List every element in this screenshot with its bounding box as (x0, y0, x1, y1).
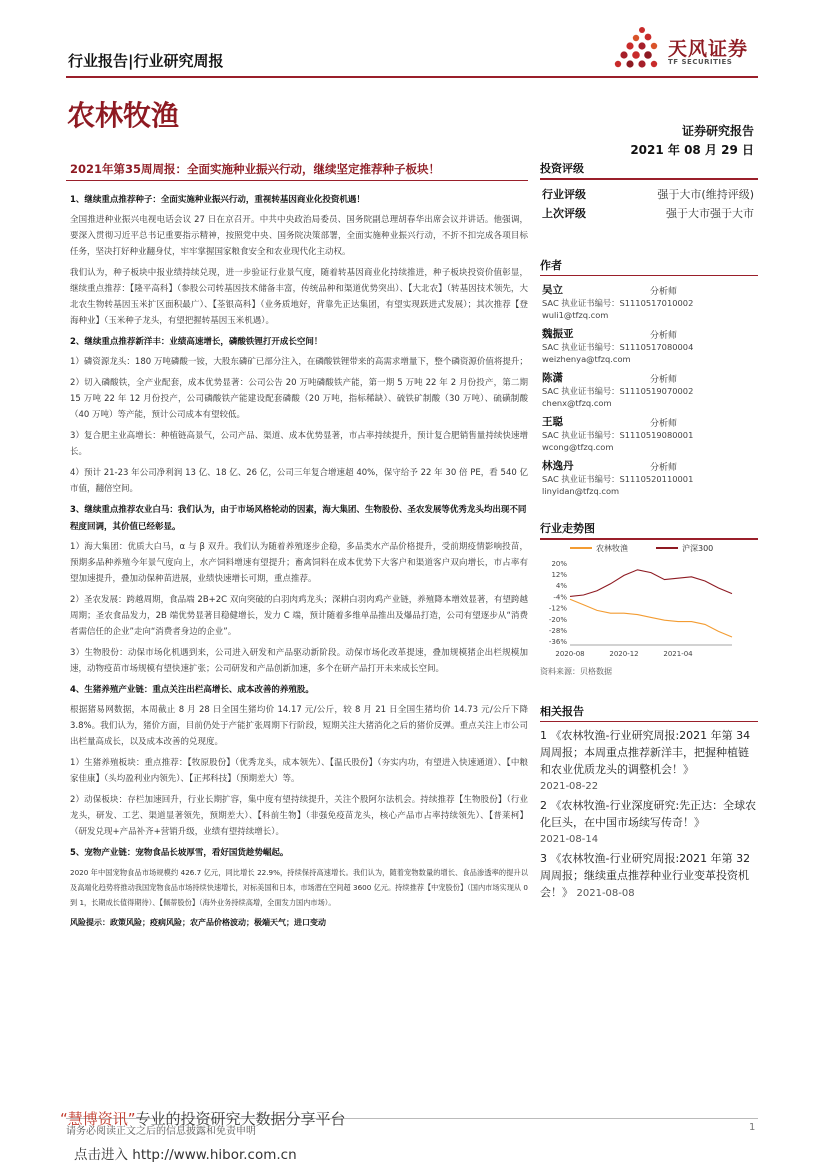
author-name: 吴立 (542, 284, 563, 296)
section-4-paragraph: 2）动保板块：存栏加速回升，行业长期扩容，集中度有望持续提升，关注个股阿尔法机会。持续推荐【生物股份】（行业龙头，研发、工艺、渠道显著领先，预期差大）、【科前生物】（非强免疫苗龙头，核心产品市占率持续领先）、【普莱柯】（研发兑现+产品补齐+营销升级，业绩有望持续增长）。 (70, 795, 528, 837)
report-label: 证券研究报告 (681, 124, 754, 138)
related-report-date: 2021-08-08 (576, 888, 635, 899)
author-email[interactable]: chenx@tfzq.com (542, 398, 612, 408)
author-name: 陈潇 (542, 372, 563, 384)
author-email[interactable]: weizhenya@tfzq.com (542, 354, 631, 364)
rating-value: 强于大市(维持评级) (657, 187, 754, 201)
section-3-heading: 3、继续重点推荐农业白马：我们认为，由于市场风格轮动的因素，海大集团、生物股份、圣农发展等优秀龙头均出现不同程度回调，其价值已经彰显。 (70, 505, 527, 532)
related-report[interactable] (540, 797, 758, 848)
author-email[interactable]: wcong@tfzq.com (542, 442, 614, 452)
author-card (540, 282, 758, 326)
section-3-paragraph: 2）圣农发展：跨越周期，食品端 2B+2C 双向突破的白羽肉鸡龙头；深耕白羽肉鸡产业链，养殖降本增效显著，有望跨越周期；圣农食品发力，2B 端优势显著目稳健增长，发力 C 端，预计随着多维单品推出及爆品打造，公司有望逐步从“消费者需信任的企业”走向“消费者身边的企业”。 (70, 595, 528, 637)
watermark-text: 专业的投资研究大数据分享平台 (135, 1110, 346, 1128)
author-license: SAC 执业证书编号：S1110519080001 (542, 430, 694, 440)
related-report-title[interactable]: 2 《农林牧渔-行业深度研究:先正达：全球农化巨头，在中国市场续写传奇！》 (540, 799, 757, 829)
watermark-link[interactable]: 点击进入 http://www.hibor.com.cn (74, 1147, 297, 1163)
section-5-paragraph: 2020 年中国宠物食品市场规模约 426.7 亿元，同比增长 22.9%，持续保持高速增长。我们认为，随着宠物数量的增长、食品渗透率的提升以及高端化趋势将推动我国宠物食品市场持续快速增长，对标美国和日本，市场潜在空间超 3600 亿元。持续推荐【中宠股份】（国内市场实现从 0 到 1，长期成长值得期待）、【佩蒂股份】（海外业务持续高增，全面发力国内市场）。 (70, 868, 529, 907)
y-tick-label: 12% (551, 570, 567, 579)
author-role: 分析师 (650, 419, 678, 429)
author-role: 分析师 (650, 287, 678, 297)
y-tick-label: -12% (548, 604, 567, 613)
y-tick-label: 20% (551, 559, 567, 568)
related-report-title[interactable]: 3 《农林牧渔-行业研究周报:2021 年第 32 周周报；继续重点推荐种业行业变革投资机会！》 (540, 852, 751, 899)
rating-label: 上次评级 (542, 206, 586, 220)
author-card (540, 370, 758, 414)
y-tick-label: -28% (548, 626, 567, 635)
legend-label: 沪深300 (682, 543, 714, 553)
sidebar (540, 160, 758, 904)
section-2-paragraph: 2）切入磷酸铁，全产业配套，成本优势显著：公司公告 20 万吨磷酸铁产能，第一期 5 万吨 22 年 2 月份投产，第二期 15 万吨 22 年 12 月份投产，公司磷酸铁产能建设配套磷酸（20 万吨，指标稀缺）、硫铁矿制酸（30 万吨）、硫磺制酸（40 万吨）等产能，预计公司成本有望较低。 (70, 378, 528, 420)
related-report-title[interactable]: 1 《农林牧渔-行业研究周报:2021 年第 34 周周报；本周重点推荐新洋丰，把握种植链和农业优质龙头的调整机会！》 (540, 729, 751, 776)
y-tick-label: -36% (548, 637, 567, 646)
author-name: 林逸丹 (542, 460, 574, 472)
series-line (570, 569, 732, 596)
x-tick-label: 2020-12 (609, 649, 639, 658)
author-email[interactable]: linyidan@tfzq.com (542, 486, 620, 496)
section-3-paragraph: 3）生物股份：动保市场化机遇到来，公司进入研发和产品驱动新阶段。动保市场化改革提速，叠加规模猪企出栏规模加速，动物疫苗市场规模有望快速扩张；公司研发和产品创新加速，多个在研产品打开未来成长空间。 (70, 648, 528, 674)
section-2-paragraph: 1）磷资源龙头：180 万吨磷酸一铵，大股东磷矿已部分注入，在磷酸铁锂带来的高需求增量下，整个磷资源价值将提升； (70, 357, 528, 367)
section-4-paragraph: 根据猪易网数据，本周截止 8 月 28 日全国生猪均价 14.17 元/公斤，较 8 月 21 日全国生猪均价 14.73 元/公斤下降 3.8%。我们认为，猪价方面，目前仍处于产能扩张周期下行阶段，短期关注大猪消化之后的猪价反弹。重点关注上市公司出栏量高成长，以及成本改善的兑现度。 (70, 705, 528, 747)
author-license: SAC 执业证书编号：S1110519070002 (542, 386, 694, 396)
disclaimer-note: 请务必阅读正文之后的信息披露和免责申明 (66, 1126, 256, 1137)
author-name: 魏振亚 (542, 328, 574, 340)
industry-title: 农林牧渔 (67, 99, 180, 132)
logo-name: 天风证券 (668, 38, 749, 60)
author-card (540, 326, 758, 370)
y-tick-label: 4% (555, 581, 567, 590)
related-report-date: 2021-08-22 (540, 781, 599, 792)
rating-heading: 投资评级 (540, 162, 584, 175)
x-tick-label: 2021-04 (663, 649, 693, 658)
section-1-heading: 1、继续重点推荐种子：全面实施种业振兴行动，重视转基因商业化投资机遇！ (70, 195, 365, 205)
section-2-paragraph: 4）预计 21-23 年公司净利润 13 亿、18 亿、26 亿，公司三年复合增速超 40%，保守给予 22 年 30 倍 PE，看 540 亿市值，翻倍空间。 (70, 468, 528, 494)
y-tick-label: -4% (553, 592, 567, 601)
section-4-heading: 4、生猪养殖产业链：重点关注出栏高增长、成本改善的养殖股。 (70, 685, 314, 695)
series-line (570, 599, 732, 637)
rating-label: 行业评级 (542, 187, 586, 201)
section-1-paragraph: 全国推进种业振兴电视电话会议 27 日在京召开。中共中央政治局委员、国务院副总理胡春华出席会议并讲话。他强调，要深入贯彻习近平总书记重要指示精神，按照党中央、国务院决策部署，全面实施种业振兴行动，不折不扣完成各项目标任务，坚决打好种业翻身仗，牢牢掌握国家粮食安全和农业现代化主动权。 (70, 215, 528, 257)
related-report-date: 2021-08-14 (540, 834, 599, 845)
author-license: SAC 执业证书编号：S1110517080004 (542, 342, 694, 352)
author-card (540, 458, 758, 502)
rating-row (540, 202, 758, 221)
report-type: 行业报告|行业研究周报 (68, 52, 224, 70)
watermark-slogan (60, 1108, 346, 1129)
related-report[interactable] (540, 727, 758, 795)
author-email[interactable]: wuli1@tfzq.com (542, 310, 609, 320)
report-title: 2021年第35周周报：全面实施种业振兴行动，继续坚定推荐种子板块！ (70, 162, 441, 176)
author-license: SAC 执业证书编号：S1110520110001 (542, 474, 694, 484)
author-license: SAC 执业证书编号：S1110517010002 (542, 298, 694, 308)
related-report[interactable] (540, 850, 758, 902)
page-number: 1 (749, 1122, 756, 1133)
title-divider (66, 180, 528, 181)
header-divider (66, 76, 758, 78)
author-card (540, 414, 758, 458)
chart-source: 资料来源：贝格数据 (540, 666, 612, 676)
rating-value: 强于大市强于大市 (666, 206, 754, 220)
x-tick-label: 2020-08 (555, 649, 585, 658)
industry-trend-chart (540, 540, 758, 662)
risk-warning: 风险提示：政策风险；疫病风险；农产品价格波动；极端天气；进口变动 (70, 918, 326, 927)
legend-label: 农林牧渔 (596, 543, 628, 553)
watermark-brand: “慧博资讯” (60, 1110, 136, 1128)
section-1-paragraph: 我们认为，种子板块中报业绩持续兑现，进一步验证行业景气度，随着转基因商业化持续推进，种子板块投资价值彰显，继续重点推荐：【隆平高科】（参股公司转基因技术储备丰富，传统品种和渠道优势突出）、【大北农】（转基因技术领先，大北农生物转基因玉米扩区面积最广）、【荃银高科】（业务质地好，背靠先正达集团，有望实现跃进式发展）；其次推荐【登海种业】（玉米种子龙头，有望把握转基因玉米机遇）。 (70, 268, 528, 326)
report-date: 2021 年 08 月 29 日 (630, 143, 754, 157)
report-body (70, 192, 528, 931)
section-2-paragraph: 3）复合肥主业高增长：种植链高景气，公司产品、渠道、成本优势显著，市占率持续提升，预计复合肥销售量持续快速增长。 (70, 431, 528, 457)
author-role: 分析师 (650, 463, 678, 473)
author-role: 分析师 (650, 331, 678, 341)
section-3-paragraph: 1）海大集团：优质大白马，α 与 β 双升。我们认为随着养殖逐步企稳，多品类水产品价格提升，受前期疫情影响投苗，预期多品种养殖今年景气度向上，水产饲料增速有望提升；畜禽饲料在成本优势下大客户和渠道客户双向增长，市占率有望加速提升，叠加动保种苗进展，业绩快速增长可期，重点推荐。 (70, 542, 528, 584)
chart-heading: 行业走势图 (540, 522, 595, 535)
logo-english-name: TF SECURITIES (668, 58, 733, 66)
section-2-heading: 2、继续重点推荐新洋丰：业绩高速增长，磷酸铁锂打开成长空间！ (70, 337, 323, 347)
section-4-paragraph: 1）生猪养殖板块：重点推荐：【牧原股份】（优秀龙头，成本领先）、【温氏股份】（夯实内功，有望进入快速通道）、【中粮家佳康】（头均盈利业内领先）、【正邦科技】（预期差大）等。 (70, 758, 528, 784)
author-heading: 作者 (540, 258, 562, 272)
rating-row (540, 183, 758, 202)
author-name: 王聪 (542, 416, 563, 428)
related-heading: 相关报告 (540, 704, 584, 718)
section-5-heading: 5、宠物产业链：宠物食品长坡厚雪，看好国货趁势崛起。 (70, 848, 289, 858)
y-tick-label: -20% (548, 615, 567, 624)
author-role: 分析师 (650, 375, 678, 385)
